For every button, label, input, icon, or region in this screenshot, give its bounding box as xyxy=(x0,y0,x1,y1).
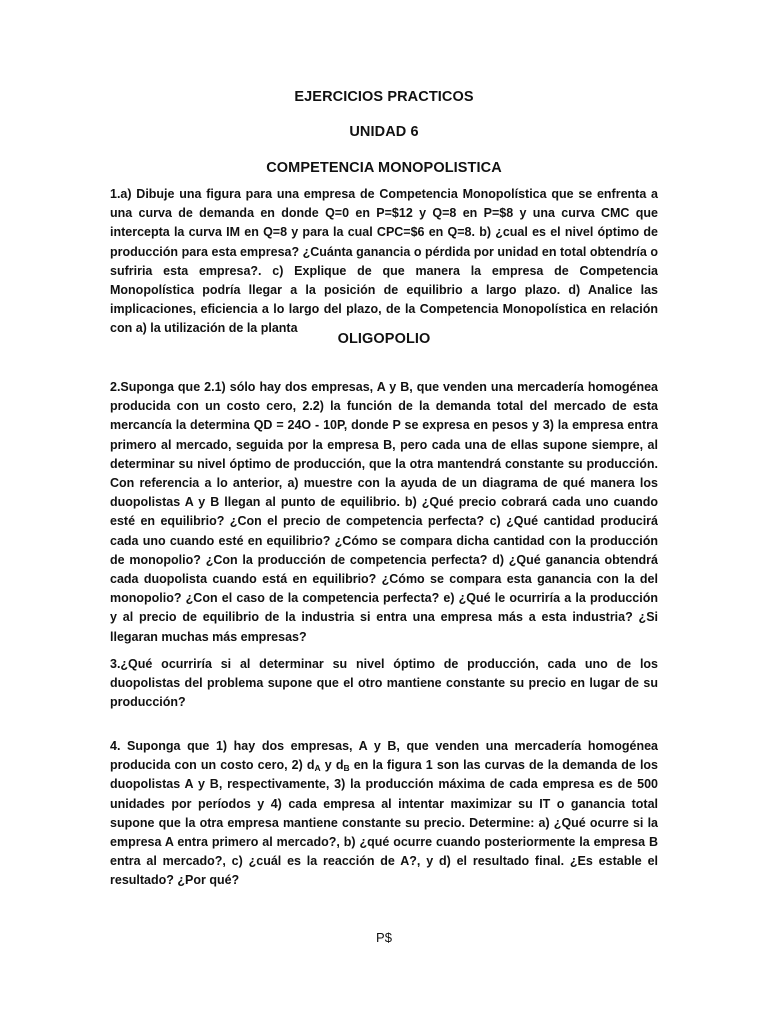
section-heading-competencia: COMPETENCIA MONOPOLISTICA xyxy=(266,160,502,176)
exercise-4-text-a: 4. Suponga que 1) hay dos empresas, A y B, que venden una mercadería homogénea producida con un costo cero, 2) d xyxy=(110,739,658,773)
unit-heading: UNIDAD 6 xyxy=(349,124,419,140)
exercise-3-paragraph: 3.¿Qué ocurriría si al determinar su nivel óptimo de producción, cada uno de los duopolistas del problema supone que el otro mantiene constante su precio en lugar de su producción? xyxy=(110,657,658,710)
exercise-4-text-b: y d xyxy=(320,758,344,773)
page-footer: P$ xyxy=(376,930,392,945)
exercise-1-paragraph: 1.a) Dibuje una figura para una empresa de Competencia Monopolística que se enfrenta a una curva de demanda en donde Q=0 en P=$12 y Q=8 en P=$8 y una curva CMC que intercepta la curva IM en Q=8 y para la cual CPC=$6 en Q=8. b) ¿cual es el nivel óptimo de producción para esta empresa? ¿Cuánta ganancia o pérdida por unidad en total obtendría o sufriria esta empresa?. c) Explique de que manera la empresa de Competencia Monopolística podría llegar a la posición de equilibrio a largo plazo. d) Analice las implicaciones, eficiencia a lo largo del plazo, de la Competencia Monopolística en relación con a) la utilización de la planta xyxy=(110,187,658,336)
section-heading-oligopolio: OLIGOPOLIO xyxy=(337,331,431,347)
subscript-b: B xyxy=(343,763,350,774)
exercise-4-text-c: en la figura 1 son las curvas de la demanda de los duopolistas A y B, respectivamente, 3) la producción máxima de cada empresa es de 500 unidades por períodos y 4) cada empresa al intentar maximizar su IT o ganancia total supone que la otra empresa mantiene constante su precio. Determine: a) ¿Qué ocurre si la empresa A entra primero al mercado?, b) ¿qué ocurre cuando posteriormente la empresa B entra al mercado?, c) ¿cuál es la reacción de A?, y d) el resultado final. ¿Es estable el resultado? ¿Por qué? xyxy=(110,758,658,888)
exercise-4-paragraph xyxy=(110,737,658,891)
exercise-2-paragraph: 2.Suponga que 2.1) sólo hay dos empresas, A y B, que venden una mercadería homogénea producida con un costo cero, 2.2) la función de la demanda total del mercado de esta mercancía la determina QD = 24O - 10P, donde P se expresa en pesos y 3) la empresa entra primero al mercado, seguida por la empresa B, pero cada una de ellas supone siempre, al determinar su nivel óptimo de producción, que la otra mantendrá constante su producción. Con referencia a lo anterior, a) muestre con la ayuda de un diagrama de qué manera los duopolistas A y B llegan al punto de equilibrio. b) ¿Qué precio cobrará cada uno cuando esté en equilibrio? ¿Con el precio de competencia perfecta? c) ¿Qué cantidad producirá cada uno cuando esté en equilibrio? ¿Cómo se compara dicha cantidad con la producción de monopolio? ¿Con la producción de competencia perfecta? d) ¿Qué ganancia obtendrá cada duopolista cuando está en equilibrio? ¿Cómo se compara esta ganancia con la del monopolio? ¿Con el caso de la competencia perfecta? e) ¿Qué le ocurriría a la producción y al precio de equilibrio de la industria si entra una empresa más a esta industria? ¿Si llegaran muchas más empresas? xyxy=(110,380,658,644)
subscript-a: A xyxy=(314,763,321,774)
document-title: EJERCICIOS PRACTICOS xyxy=(294,89,474,105)
